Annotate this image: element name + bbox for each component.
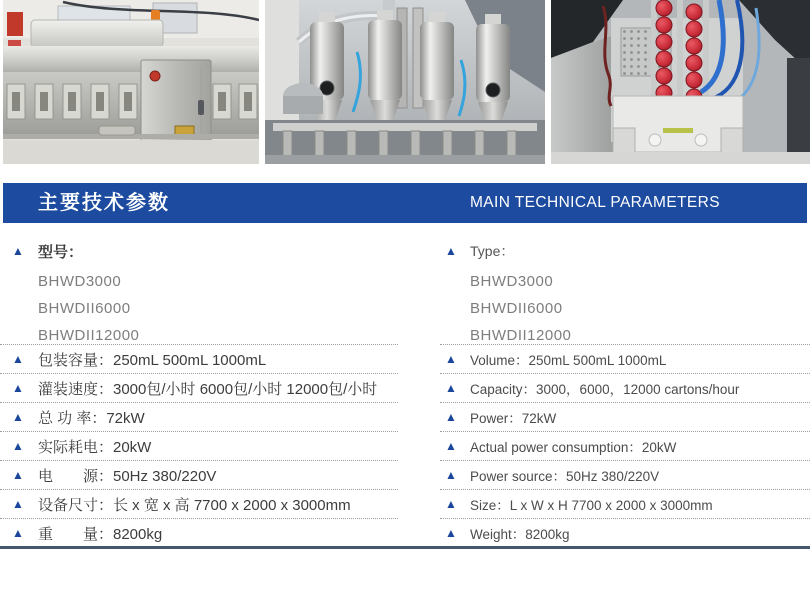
- spec-text: Volume：250mL 500mL 1000mL: [470, 353, 667, 368]
- spec-row-power-source-en: [440, 460, 810, 489]
- model-item: BHWDII12000: [38, 327, 140, 344]
- bullet-triangle-icon: ▲: [12, 439, 24, 453]
- section-title-zh: 主要技术参数: [38, 192, 170, 214]
- filling-heads-photo: [265, 0, 545, 164]
- section-title-en: MAIN TECHNICAL PARAMETERS: [470, 194, 721, 211]
- type-label-en: Type：: [470, 243, 515, 259]
- bottom-rule: [0, 546, 810, 549]
- spec-text: 电 源：50Hz 380/220V: [38, 467, 217, 485]
- spec-text: Actual power consumption：20kW: [470, 440, 677, 455]
- section-header-bar: [3, 183, 807, 223]
- bullet-triangle-icon: ▲: [12, 468, 24, 482]
- bullet-triangle-icon: ▲: [445, 381, 457, 395]
- spec-row-capacity-en: [440, 373, 810, 402]
- bullet-triangle-icon: ▲: [12, 381, 24, 395]
- model-item: BHWD3000: [38, 273, 122, 290]
- bullet-triangle-icon: ▲: [445, 497, 457, 511]
- bullet-triangle-icon: ▲: [12, 526, 24, 540]
- spec-text: 总 功 率：72kW: [38, 409, 145, 427]
- bullet-triangle-icon: ▲: [445, 244, 457, 258]
- model-list-zh: [38, 268, 139, 349]
- bullet-triangle-icon: ▲: [12, 244, 24, 258]
- spec-row-total-power-zh: [0, 402, 398, 431]
- cap-feeder-photo: [551, 0, 810, 164]
- spec-row-power-en: [440, 402, 810, 431]
- type-section-en: [445, 241, 571, 349]
- bullet-triangle-icon: ▲: [445, 439, 457, 453]
- bullet-triangle-icon: ▲: [445, 352, 457, 366]
- bullet-triangle-icon: ▲: [12, 410, 24, 424]
- spec-text: 实际耗电：20kW: [38, 438, 152, 456]
- spec-text: Weight：8200kg: [470, 527, 570, 542]
- spec-row-packing-volume-zh: [0, 344, 398, 373]
- spec-row-volume-en: [440, 344, 810, 373]
- bullet-triangle-icon: ▲: [445, 468, 457, 482]
- model-item: BHWD3000: [470, 273, 554, 290]
- spec-text: 设备尺寸：长 x 宽 x 高 7700 x 2000 x 3000mm: [38, 496, 351, 514]
- model-item: BHWDII6000: [470, 300, 563, 317]
- bullet-triangle-icon: ▲: [12, 352, 24, 366]
- spec-text: Capacity：3000，6000，12000 cartons/hour: [470, 382, 740, 397]
- spec-row-size-en: [440, 489, 810, 518]
- model-list-en: [470, 268, 571, 349]
- spec-text: Power：72kW: [470, 411, 557, 426]
- spec-row-actual-power-zh: [0, 431, 398, 460]
- spec-row-power-source-zh: [0, 460, 398, 489]
- spec-text: 重 量：8200kg: [38, 525, 163, 543]
- bullet-triangle-icon: ▲: [12, 497, 24, 511]
- type-section-zh: [12, 241, 139, 349]
- type-label-zh: 型号：: [38, 243, 84, 261]
- model-item: BHWDII12000: [470, 327, 572, 344]
- spec-text: Size：L x W x H 7700 x 2000 x 3000mm: [470, 498, 713, 513]
- spec-row-filling-speed-zh: [0, 373, 398, 402]
- spec-row-weight-zh: [0, 518, 398, 547]
- spec-text: 灌装速度：3000包/小时 6000包/小时 12000包/小时: [38, 380, 378, 398]
- spec-row-weight-en: [440, 518, 810, 547]
- spec-text: 包装容量：250mL 500mL 1000mL: [38, 351, 267, 369]
- spec-column-zh: [0, 344, 398, 547]
- spec-row-actual-power-en: [440, 431, 810, 460]
- spec-row-size-zh: [0, 489, 398, 518]
- spec-text: Power source：50Hz 380/220V: [470, 469, 660, 484]
- spec-column-en: [440, 344, 810, 547]
- filling-line-machine-photo: [3, 0, 259, 164]
- photo-strip: [0, 0, 810, 164]
- bullet-triangle-icon: ▲: [445, 526, 457, 540]
- model-item: BHWDII6000: [38, 300, 131, 317]
- bullet-triangle-icon: ▲: [445, 410, 457, 424]
